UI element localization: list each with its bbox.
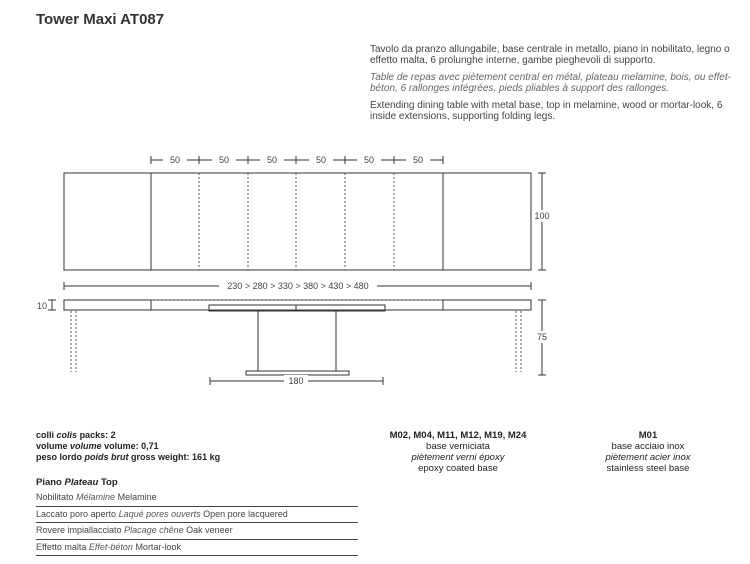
- weight-line: peso lordo poids brut gross weight: 161 kg: [36, 452, 221, 462]
- finish-row: Nobilitato Mélamine Melamine: [36, 490, 358, 507]
- packaging-info: [36, 430, 220, 463]
- depth-label: 100: [534, 211, 550, 221]
- top-finishes-heading: Piano Plateau Top: [36, 477, 118, 488]
- base-label-english: epoxy coated base: [418, 463, 498, 474]
- extension-label-5: 50: [363, 155, 375, 165]
- extension-label-2: 50: [218, 155, 230, 165]
- extension-label-3: 50: [266, 155, 278, 165]
- volume-line: volume volume volume: 0,71: [36, 441, 159, 451]
- base-label-italian: base acciaio inox: [611, 441, 685, 452]
- height-label: 75: [536, 332, 548, 342]
- extension-label-1: 50: [169, 155, 181, 165]
- finish-row: Rovere impiallacciato Placage chêne Oak veneer: [36, 523, 358, 540]
- base-label-italian: base verniciata: [426, 441, 490, 452]
- description-english: Extending dining table with metal base, top in melamine, wood or mortar-look, 6 inside extensions, supporting folding legs.: [370, 99, 723, 123]
- base-option-painted: [372, 430, 544, 474]
- base-codes: M01: [638, 430, 658, 441]
- base-label-french: piètement verni époxy: [411, 452, 505, 463]
- description-french: Table de repas avec piètement central en métal, plateau melamine, bois, ou effet-béton, 6 rallonges intégrées, pieds pliables à support des rallonges.: [370, 71, 731, 95]
- top-finishes-list: [36, 490, 358, 556]
- base-option-steel: [588, 430, 708, 474]
- product-title: Tower Maxi AT087: [36, 11, 165, 28]
- length-label: 230 > 280 > 330 > 380 > 430 > 480: [227, 281, 369, 291]
- finish-row: Effetto malta Effet-béton Mortar-look: [36, 540, 358, 557]
- thickness-label: 10: [36, 301, 48, 311]
- extension-label-4: 50: [315, 155, 327, 165]
- central-column: [258, 311, 336, 371]
- base-label-french: piètement acier inox: [605, 452, 691, 463]
- table-top-plan: [64, 173, 531, 270]
- base-plate: [246, 371, 349, 375]
- base-width-label: 180: [288, 376, 304, 386]
- base-label-english: stainless steel base: [606, 463, 690, 474]
- finish-row: Laccato poro aperto Laqué pores ouverts Open pore lacquered: [36, 507, 358, 524]
- base-codes: M02, M04, M11, M12, M19, M24: [389, 430, 527, 441]
- packs-line: colli colis packs: 2: [36, 430, 116, 440]
- description-italian: Tavolo da pranzo allungabile, base centrale in metallo, piano in nobilitato, legno o effetto malta, 6 prolunghe interne, gambe pieghevoli di supporto.: [370, 44, 730, 67]
- extension-label-6: 50: [412, 155, 424, 165]
